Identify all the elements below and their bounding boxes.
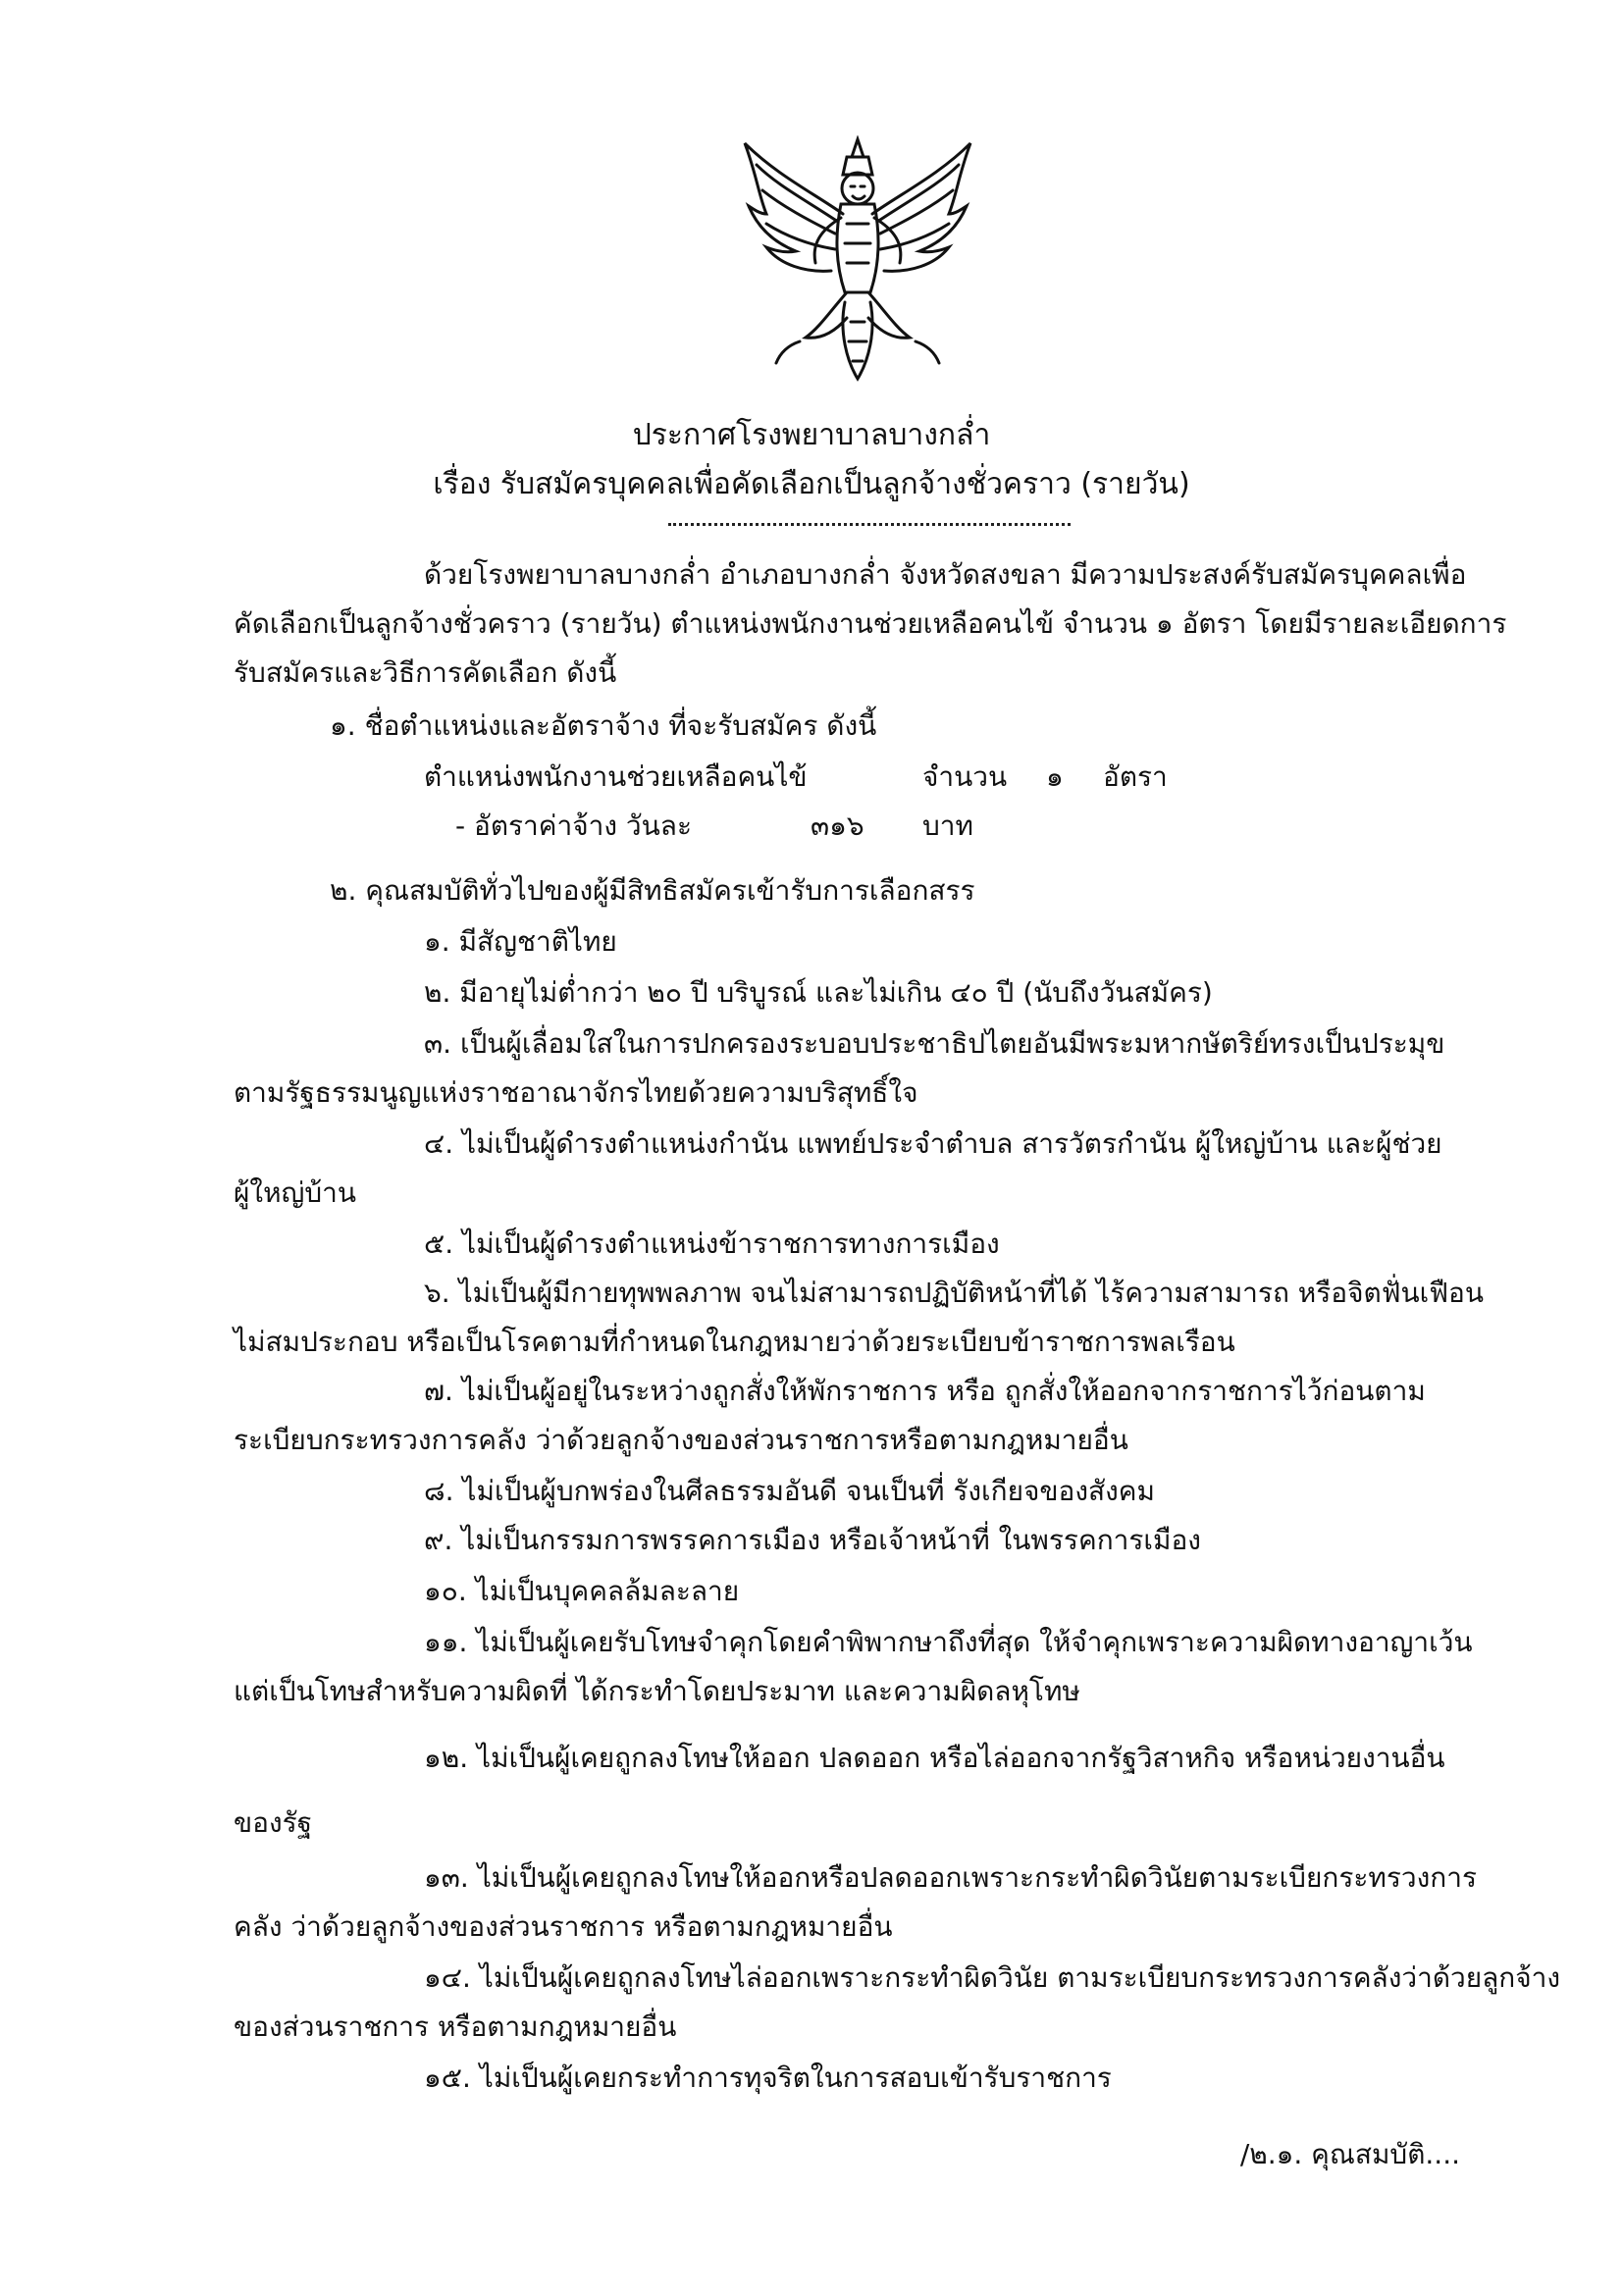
list-item: ๑๓. ไม่เป็นผู้เคยถูกลงโทษให้ออกหรือปลดออกเพราะกระทำผิดวินัยตามระเบียกระทรวงการ <box>424 1861 1477 1894</box>
intro-line-3: รับสมัครและวิธีการคัดเลือก ดังนี้ <box>234 656 617 689</box>
intro-line-2: คัดเลือกเป็นลูกจ้างชั่วคราว (รายวัน) ตำแหน่งพนักงานช่วยเหลือคนไข้ จำนวน ๑ อัตรา โดยมีรายละเอียดการ <box>234 607 1507 640</box>
list-item: ๑. มีสัญชาติไทย <box>424 925 617 958</box>
list-item: ๑๑. ไม่เป็นผู้เคยรับโทษจำคุกโดยคำพิพากษาถึงที่สุด ให้จำคุกเพราะความผิดทางอาญาเว้น <box>424 1626 1473 1658</box>
position-count-unit: อัตรา <box>1103 760 1168 793</box>
list-item: ๗. ไม่เป็นผู้อยู่ในระหว่างถูกสั่งให้พักราชการ หรือ ถูกสั่งให้ออกจากราชการไว้ก่อนตาม <box>424 1375 1426 1407</box>
list-item: ๑๔. ไม่เป็นผู้เคยถูกลงโทษไล่ออกเพราะกระทำผิดวินัย ตามระเบียบกระทรวงการคลังว่าด้วยลูกจ้าง <box>424 1961 1561 1994</box>
list-item-continuation: ของรัฐ <box>234 1806 313 1839</box>
title-divider <box>668 523 1071 526</box>
continuation-note: /๒.๑. คุณสมบัติ.... <box>1239 2138 1460 2170</box>
wage-label: - อัตราค่าจ้าง วันละ <box>455 809 692 842</box>
list-item-continuation: ของส่วนราชการ หรือตามกฎหมายอื่น <box>234 2010 677 2043</box>
document-title: ประกาศโรงพยาบาลบางกล่ำ <box>632 418 991 452</box>
list-item: ๑๒. ไม่เป็นผู้เคยถูกลงโทษให้ออก ปลดออก หรือไล่ออกจากรัฐวิสาหกิจ หรือหน่วยงานอื่น <box>424 1742 1445 1774</box>
list-item-continuation: แต่เป็นโทษสำหรับความผิดที่ ได้กระทำโดยประมาท และความผิดลหุโทษ <box>234 1675 1080 1707</box>
list-item-continuation: ระเบียบกระทรวงการคลัง ว่าด้วยลูกจ้างของส่วนราชการหรือตามกฎหมายอื่น <box>234 1424 1128 1456</box>
list-item-continuation: ตามรัฐธรรมนูญแห่งราชอาณาจักรไทยด้วยความบริสุทธิ์ใจ <box>234 1076 918 1109</box>
section2-heading: ๒. คุณสมบัติทั่วไปของผู้มีสิทธิสมัครเข้ารับการเลือกสรร <box>330 874 975 907</box>
list-item: ๖. ไม่เป็นผู้มีกายทุพพลภาพ จนไม่สามารถปฏิบัติหน้าที่ได้ ไร้ความสามารถ หรือจิตฟั่นเฟือน <box>424 1277 1485 1309</box>
list-item: ๘. ไม่เป็นผู้บกพร่องในศีลธรรมอันดี จนเป็นที่ รังเกียจของสังคม <box>424 1475 1155 1507</box>
garuda-emblem-icon <box>737 135 978 383</box>
list-item-continuation: ไม่สมประกอบ หรือเป็นโรคตามที่กำหนดในกฎหมายว่าด้วยระเบียบข้าราชการพลเรือน <box>234 1326 1235 1358</box>
list-item: ๔. ไม่เป็นผู้ดำรงตำแหน่งกำนัน แพทย์ประจำตำบล สารวัตรกำนัน ผู้ใหญ่บ้าน และผู้ช่วย <box>424 1127 1442 1160</box>
position-count: ๑ <box>1046 760 1064 793</box>
document-subject: เรื่อง รับสมัครบุคคลเพื่อคัดเลือกเป็นลูกจ้างชั่วคราว (รายวัน) <box>433 467 1190 501</box>
wage-unit: บาท <box>922 809 973 842</box>
list-item: ๑๕. ไม่เป็นผู้เคยกระทำการทุจริตในการสอบเข้ารับราชการ <box>424 2061 1112 2094</box>
list-item-continuation: คลัง ว่าด้วยลูกจ้างของส่วนราชการ หรือตามกฎหมายอื่น <box>234 1910 893 1943</box>
position-count-label: จำนวน <box>922 760 1008 793</box>
list-item: ๓. เป็นผู้เลื่อมใสในการปกครองระบอบประชาธิปไตยอันมีพระมหากษัตริย์ทรงเป็นประมุข <box>424 1027 1445 1060</box>
list-item-continuation: ผู้ใหญ่บ้าน <box>234 1176 357 1209</box>
intro-line-1: ด้วยโรงพยาบาลบางกล่ำ อำเภอบางกล่ำ จังหวัดสงขลา มีความประสงค์รับสมัครบุคคลเพื่อ <box>424 558 1467 591</box>
position-name: ตำแหน่งพนักงานช่วยเหลือคนไข้ <box>424 760 808 793</box>
list-item: ๕. ไม่เป็นผู้ดำรงตำแหน่งข้าราชการทางการเมือง <box>424 1227 1000 1260</box>
list-item: ๑๐. ไม่เป็นบุคคลล้มละลาย <box>424 1575 740 1607</box>
list-item: ๒. มีอายุไม่ต่ำกว่า ๒๐ ปี บริบูรณ์ และไม่เกิน ๔๐ ปี (นับถึงวันสมัคร) <box>424 976 1213 1009</box>
wage-amount: ๓๑๖ <box>811 809 864 842</box>
list-item: ๙. ไม่เป็นกรรมการพรรคการเมือง หรือเจ้าหน้าที่ ในพรรคการเมือง <box>424 1524 1201 1556</box>
section1-heading: ๑. ชื่อตำแหน่งและอัตราจ้าง ที่จะรับสมัคร ดังนี้ <box>330 709 877 742</box>
